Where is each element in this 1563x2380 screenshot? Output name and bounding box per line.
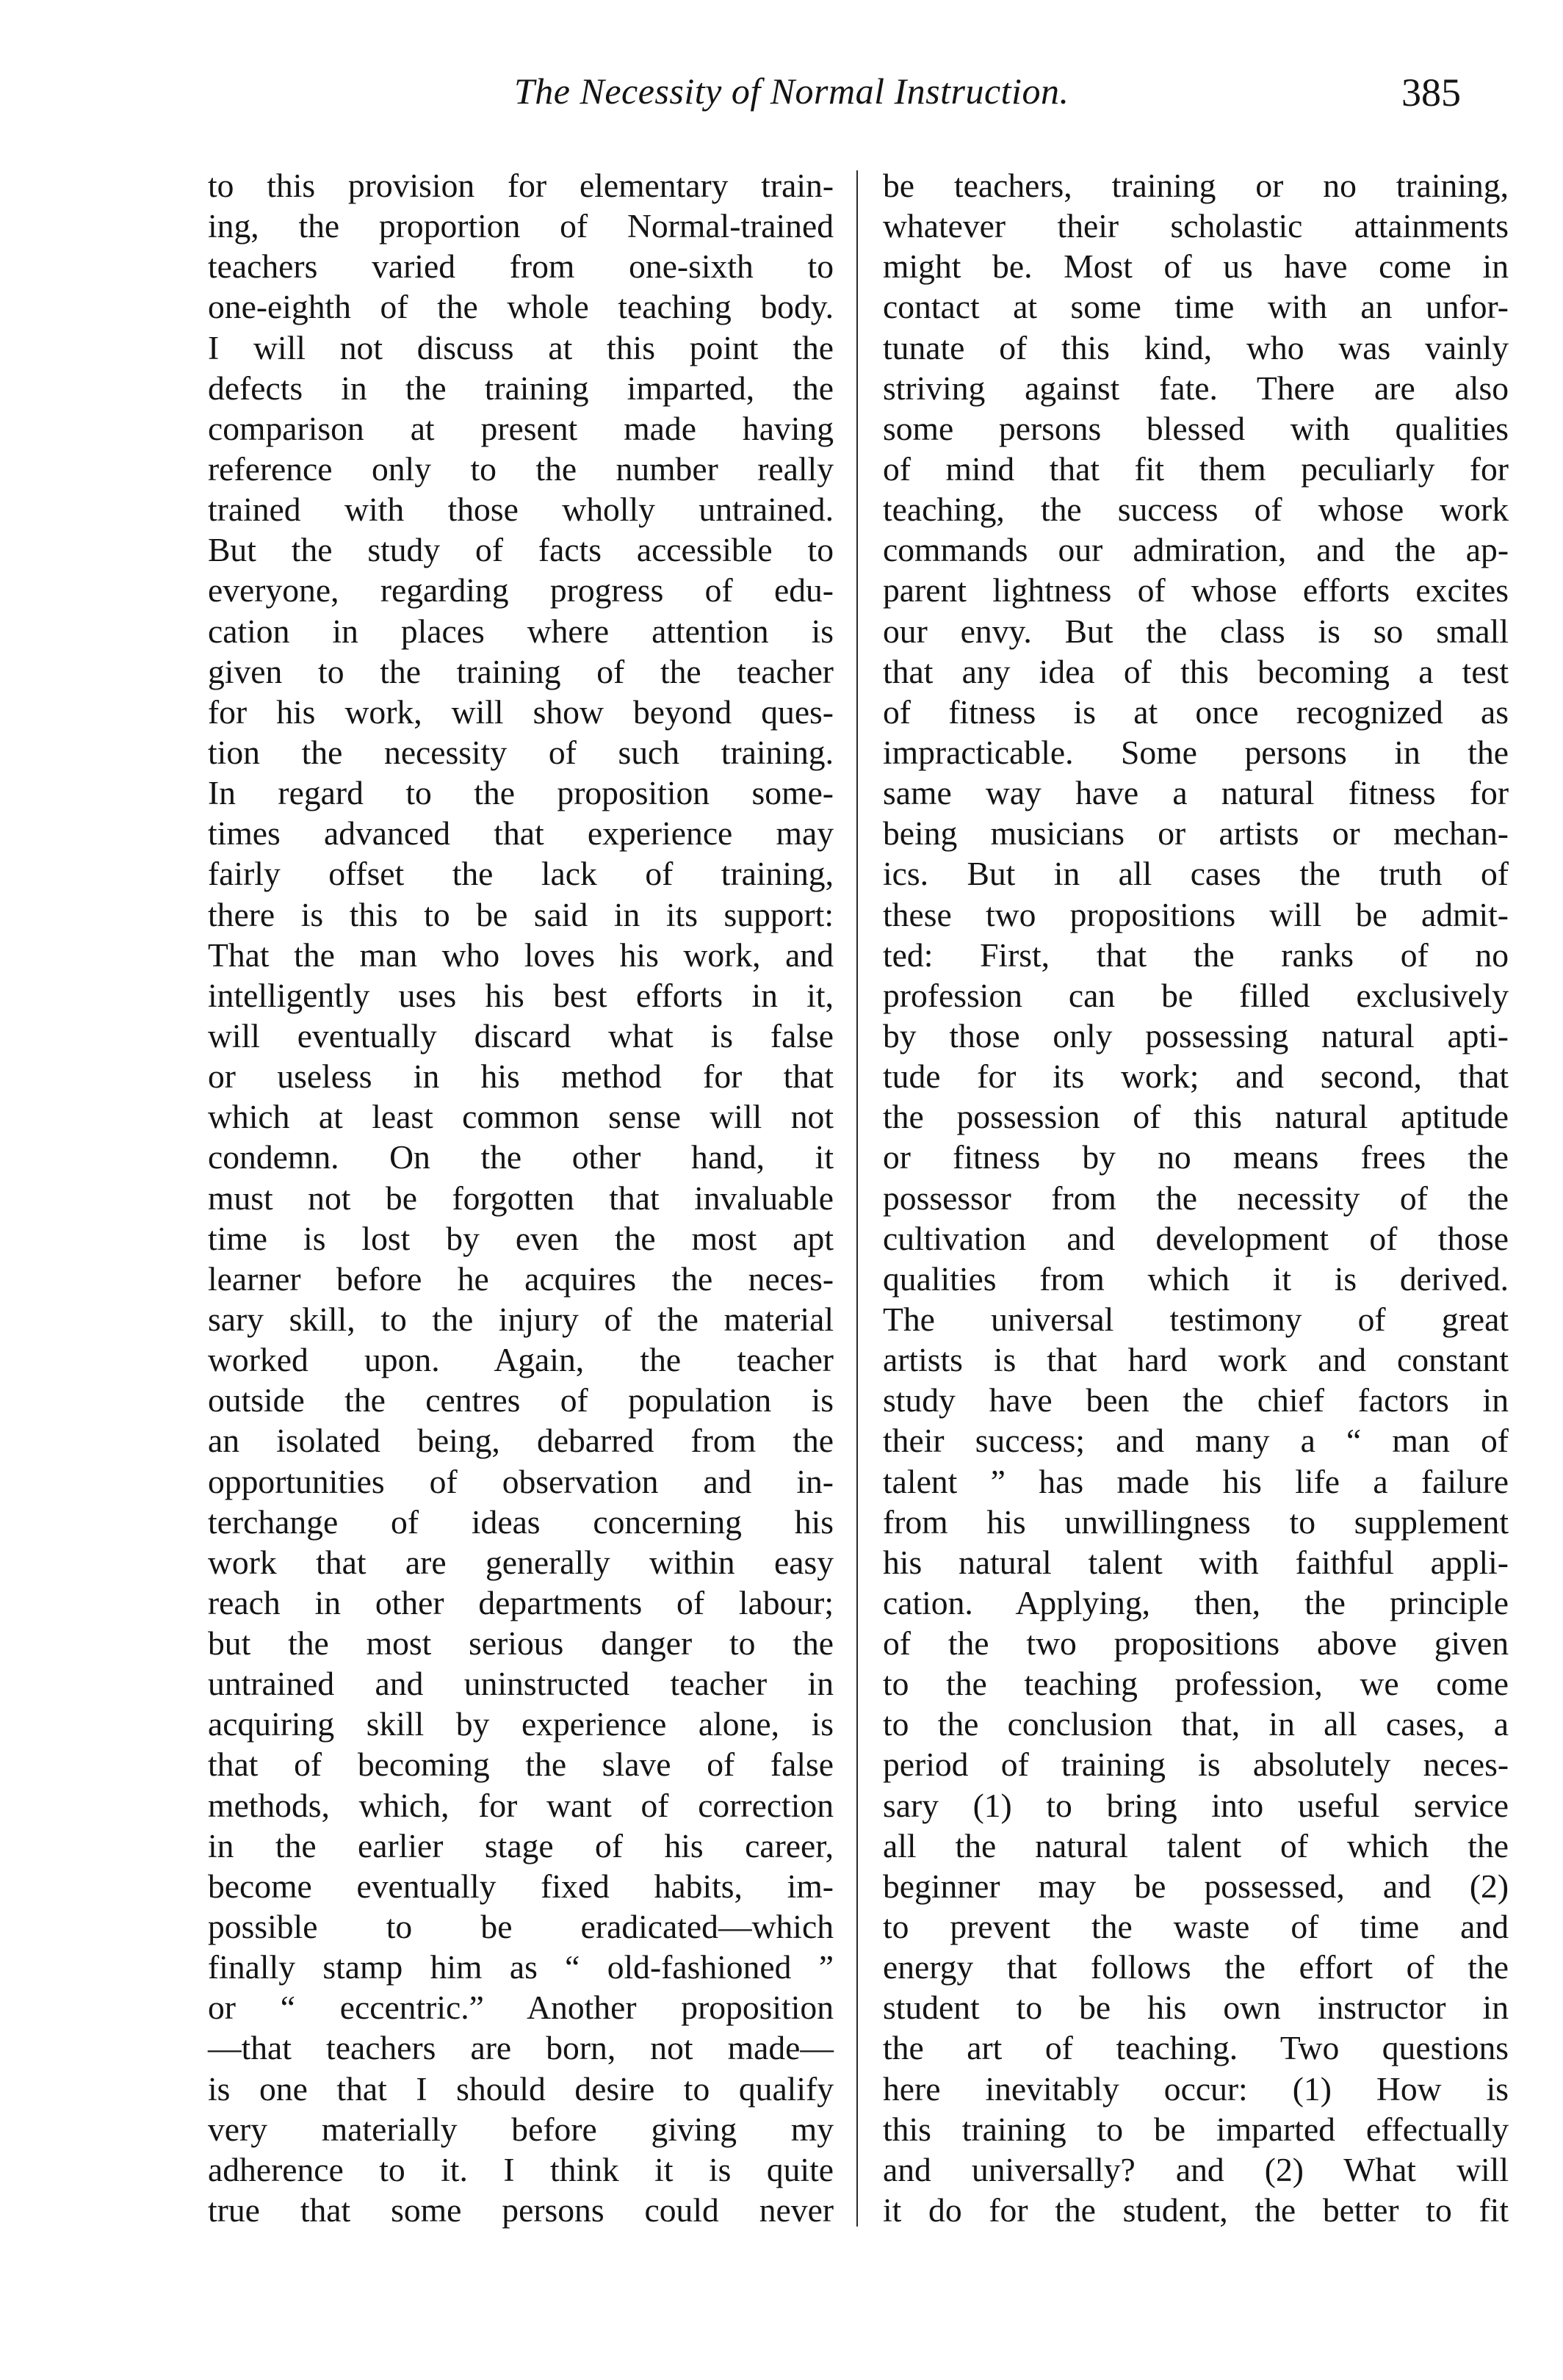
running-title: The Necessity of Normal Instruction. <box>514 70 1069 112</box>
text-line: In regard to the proposition some- <box>208 774 834 812</box>
text-line: ted: First, that the ranks of no <box>883 936 1509 974</box>
text-line: intelligently uses his best efforts in it, <box>208 976 834 1014</box>
text-line: energy that follows the effort of the <box>883 1948 1509 1986</box>
text-line: sary (1) to bring into useful service <box>883 1786 1509 1824</box>
text-line: by those only possessing natural apti- <box>883 1016 1509 1055</box>
text-line: cation in places where attention is <box>208 612 834 650</box>
text-line: our envy. But the class is so small <box>883 612 1509 650</box>
text-line: everyone, regarding progress of edu- <box>208 571 834 610</box>
page-number: 385 <box>1401 70 1461 115</box>
text-line: of the two propositions above given <box>883 1624 1509 1663</box>
text-line: That the man who loves his work, and <box>208 936 834 974</box>
text-line: that any idea of this becoming a test <box>883 652 1509 690</box>
text-line: student to be his own instructor in <box>883 1989 1509 2027</box>
text-line: comparison at present made having <box>208 409 834 447</box>
text-line: But the study of facts accessible to <box>208 531 834 569</box>
text-line: adherence to it. I think it is quite <box>208 2150 834 2188</box>
text-line: being musicians or artists or mechan- <box>883 814 1509 853</box>
text-line: or fitness by no means frees the <box>883 1138 1509 1176</box>
text-line: all the natural talent of which the <box>883 1826 1509 1864</box>
text-line: this training to be imparted effectually <box>883 2110 1509 2148</box>
text-line: trained with those wholly untrained. <box>208 491 834 529</box>
text-line: some persons blessed with qualities <box>883 409 1509 447</box>
text-line: beginner may be possessed, and (2) <box>883 1867 1509 1905</box>
text-line: sary skill, to the injury of the material <box>208 1300 834 1338</box>
text-line: that of becoming the slave of false <box>208 1746 834 1784</box>
text-line: work that are generally within easy <box>208 1543 834 1581</box>
text-line: finally stamp him as “ old-fashioned ” <box>208 1948 834 1986</box>
text-line: outside the centres of population is <box>208 1381 834 1419</box>
text-line: times advanced that experience may <box>208 814 834 853</box>
text-line: study have been the chief factors in <box>883 1381 1509 1419</box>
text-line: to this provision for elementary train- <box>208 167 834 204</box>
text-line: become eventually fixed habits, im- <box>208 1867 834 1905</box>
text-line: one-eighth of the whole teaching body. <box>208 288 834 326</box>
text-line: of fitness is at once recognized as <box>883 692 1509 731</box>
text-line: these two propositions will be admit- <box>883 895 1509 933</box>
text-line: fairly offset the lack of training, <box>208 855 834 893</box>
text-line: ics. But in all cases the truth of <box>883 855 1509 893</box>
text-line: his natural talent with faithful appli- <box>883 1543 1509 1581</box>
text-line: I will not discuss at this point the <box>208 328 834 366</box>
text-line: might be. Most of us have come in <box>883 247 1509 286</box>
text-line: there is this to be said in its support: <box>208 895 834 933</box>
text-line: cation. Applying, then, the principle <box>883 1583 1509 1621</box>
text-line: methods, which, for want of correction <box>208 1786 834 1824</box>
text-line: teachers varied from one-sixth to <box>208 247 834 286</box>
text-line: tion the necessity of such training. <box>208 733 834 771</box>
text-line: cultivation and development of those <box>883 1219 1509 1257</box>
text-line: terchange of ideas concerning his <box>208 1502 834 1541</box>
text-line: or useless in his method for that <box>208 1057 834 1096</box>
text-line: very materially before giving my <box>208 2110 834 2148</box>
text-line: it do for the student, the better to fit <box>883 2191 1509 2229</box>
text-line: of mind that fit them peculiarly for <box>883 449 1509 488</box>
text-line: commands our admiration, and the ap- <box>883 531 1509 569</box>
text-line: is one that I should desire to qualify <box>208 2069 834 2108</box>
text-line: the art of teaching. Two questions <box>883 2029 1509 2067</box>
text-line: which at least common sense will not <box>208 1098 834 1136</box>
text-line: acquiring skill by experience alone, is <box>208 1705 834 1743</box>
text-line: impracticable. Some persons in the <box>883 733 1509 771</box>
text-line: tude for its work; and second, that <box>883 1057 1509 1096</box>
text-line: be teachers, training or no training, <box>883 167 1509 204</box>
text-line: their success; and many a “ man of <box>883 1422 1509 1460</box>
text-line: reference only to the number really <box>208 449 834 488</box>
text-line: qualities from which it is derived. <box>883 1259 1509 1298</box>
text-line: teaching, the success of whose work <box>883 491 1509 529</box>
text-line: artists is that hard work and constant <box>883 1341 1509 1379</box>
text-line: true that some persons could never <box>208 2191 834 2229</box>
text-line: possessor from the necessity of the <box>883 1179 1509 1217</box>
text-line: possible to be eradicated—which <box>208 1908 834 1946</box>
text-line: for his work, will show beyond ques- <box>208 692 834 731</box>
text-line: to the conclusion that, in all cases, a <box>883 1705 1509 1743</box>
text-line: defects in the training imparted, the <box>208 369 834 407</box>
text-line: and universally? and (2) What will <box>883 2150 1509 2188</box>
text-line: whatever their scholastic attainments <box>883 207 1509 245</box>
text-line: to prevent the waste of time and <box>883 1908 1509 1946</box>
text-line: from his unwillingness to supplement <box>883 1502 1509 1541</box>
text-line: will eventually discard what is false <box>208 1016 834 1055</box>
column-divider <box>856 170 858 2227</box>
right-column <box>883 165 1509 2230</box>
text-line: the possession of this natural aptitude <box>883 1098 1509 1136</box>
text-line: or “ eccentric.” Another proposition <box>208 1989 834 2027</box>
left-column <box>208 165 834 2230</box>
text-line: tunate of this kind, who was vainly <box>883 328 1509 366</box>
text-line: period of training is absolutely neces- <box>883 1746 1509 1784</box>
text-line: parent lightness of whose efforts excites <box>883 571 1509 610</box>
text-line: worked upon. Again, the teacher <box>208 1341 834 1379</box>
text-line: untrained and uninstructed teacher in <box>208 1665 834 1703</box>
text-line: opportunities of observation and in- <box>208 1462 834 1500</box>
text-line: condemn. On the other hand, it <box>208 1138 834 1176</box>
text-line: ing, the proportion of Normal-trained <box>208 207 834 245</box>
text-line: contact at some time with an unfor- <box>883 288 1509 326</box>
text-line: —that teachers are born, not made— <box>208 2029 834 2067</box>
text-line: here inevitably occur: (1) How is <box>883 2069 1509 2108</box>
text-line: striving against fate. There are also <box>883 369 1509 407</box>
text-line: talent ” has made his life a failure <box>883 1462 1509 1500</box>
text-line: given to the training of the teacher <box>208 652 834 690</box>
text-line: to the teaching profession, we come <box>883 1665 1509 1703</box>
text-line: profession can be filled exclusively <box>883 976 1509 1014</box>
text-line: but the most serious danger to the <box>208 1624 834 1663</box>
text-line: time is lost by even the most apt <box>208 1219 834 1257</box>
text-line: in the earlier stage of his career, <box>208 1826 834 1864</box>
text-line: same way have a natural fitness for <box>883 774 1509 812</box>
text-line: The universal testimony of great <box>883 1300 1509 1338</box>
text-line: learner before he acquires the neces- <box>208 1259 834 1298</box>
text-line: reach in other departments of labour; <box>208 1583 834 1621</box>
text-line: an isolated being, debarred from the <box>208 1422 834 1460</box>
text-line: must not be forgotten that invaluable <box>208 1179 834 1217</box>
